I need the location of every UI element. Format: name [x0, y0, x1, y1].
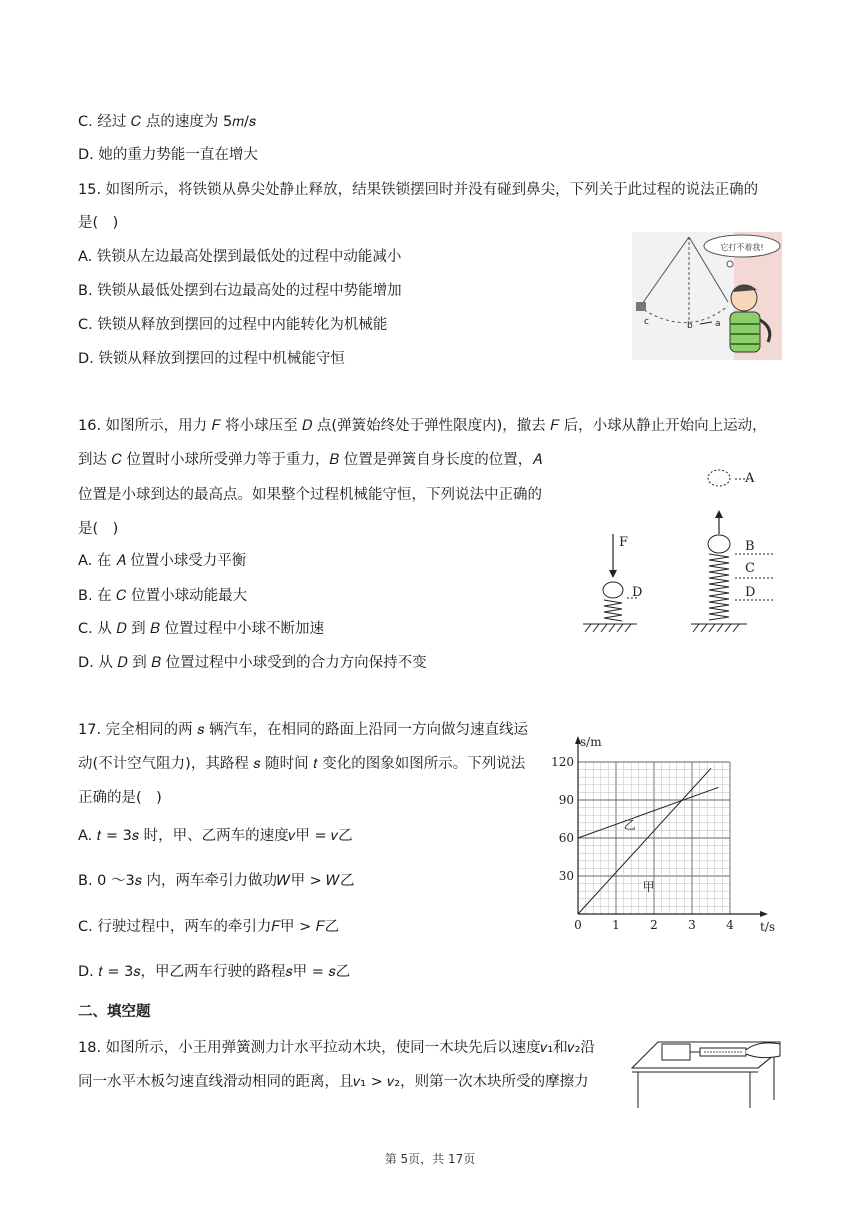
y-axis-label: s/m: [580, 735, 602, 749]
series-label-jia: 甲: [642, 880, 655, 895]
svg-text:c: c: [644, 317, 649, 327]
x-axis-label: t/s: [760, 920, 776, 934]
question-18-stem: 18. 如图所示，小王用弹簧测力计水平拉动木块，使同一木块先后以速度𝑣₁和𝑣₂沿: [78, 1040, 595, 1056]
question-17-stem-3: 正确的是( ): [78, 790, 162, 806]
right-ball: [708, 535, 730, 553]
lock-icon: [636, 302, 646, 311]
person-body: [730, 312, 760, 352]
question-16-stem-4: 是( ): [78, 521, 119, 537]
y-tick-label: 30: [558, 869, 574, 883]
x-tick-label: 1: [612, 918, 620, 932]
x-tick-label: 2: [650, 918, 658, 932]
option-c-q14: C. 经过 𝐶 点的速度为 5𝑚/𝑠: [78, 114, 256, 130]
option-d-q15: D. 铁锁从释放到摆回的过程中机械能守恒: [78, 351, 345, 367]
option-d-q14: D. 她的重力势能一直在增大: [78, 147, 258, 163]
y-tick-label: 90: [558, 793, 574, 807]
svg-text:B: B: [745, 539, 755, 554]
wood-block: [662, 1044, 690, 1060]
option-d-q16: D. 从 𝐷 到 𝐵 位置过程中小球受到的合力方向保持不变: [78, 655, 427, 671]
question-17-stem: 17. 完全相同的两 𝑠 辆汽车，在相同的路面上沿同一方向做匀速直线运: [78, 722, 529, 738]
pendulum-figure: [632, 232, 782, 360]
svg-text:F: F: [619, 535, 629, 550]
question-15-stem-cont: 是( ): [78, 215, 119, 231]
x-tick-label: 0: [574, 918, 582, 932]
svg-text:C: C: [745, 561, 755, 576]
question-16-stem: 16. 如图所示，用力 𝐹 将小球压至 𝐷 点(弹簧始终处于弹性限度内)，撤去 𝐹 后，小球从静止开始向上运动，: [78, 418, 767, 434]
question-18-stem-2: 同一水平木板匀速直线滑动相同的距离，且𝑣₁ > 𝑣₂，则第一次木块所受的摩擦力: [78, 1074, 589, 1090]
question-15-stem: 15. 如图所示，将铁锁从鼻尖处静止释放，结果铁锁摆回时并没有碰到鼻尖，下列关于此过程的说法正确的: [78, 182, 759, 198]
question-16-stem-3: 位置是小球到达的最高点。如果整个过程机械能守恒，下列说法中正确的: [78, 487, 542, 503]
table-figure: [630, 1030, 782, 1110]
svg-text:D: D: [745, 585, 756, 600]
x-axis-arrow: [760, 911, 768, 917]
svg-text:b: b: [687, 321, 693, 331]
y-tick-label: 120: [551, 755, 574, 769]
option-b-q16: B. 在 𝐶 位置小球动能最大: [78, 588, 248, 604]
option-b-q15: B. 铁锁从最低处摆到右边最高处的过程中势能增加: [78, 283, 402, 299]
speech-text: 它打不着我!: [720, 243, 764, 252]
option-c-q16: C. 从 𝐷 到 𝐵 位置过程中小球不断加速: [78, 621, 325, 637]
ball-position-a: [708, 470, 730, 486]
y-tick-label: 60: [558, 831, 574, 845]
option-a-q16: A. 在 𝐴 位置小球受力平衡: [78, 553, 247, 569]
svg-text:A: A: [745, 471, 755, 486]
option-a-q17: A. 𝑡 = 3𝑠 时，甲、乙两车的速度𝑣甲 = 𝑣乙: [78, 828, 353, 844]
section-heading: 二、填空题: [78, 1004, 151, 1020]
option-c-q17: C. 行驶过程中，两车的牵引力𝐹甲 > 𝐹乙: [78, 919, 340, 935]
question-16-stem-2: 到达 𝐶 位置时小球所受弹力等于重力，𝐵 位置是弹簧自身长度的位置，𝐴: [78, 452, 542, 468]
question-17-stem-2: 动(不计空气阻力)，其路程 𝑠 随时间 𝑡 变化的图象如图所示。下列说法: [78, 756, 526, 772]
option-a-q15: A. 铁锁从左边最高处摆到最低处的过程中动能减小: [78, 249, 402, 265]
x-tick-label: 3: [688, 918, 696, 932]
series-label-yi: 乙: [623, 818, 636, 833]
x-tick-label: 4: [726, 918, 734, 932]
page-footer: 第 5页，共 17页: [384, 1152, 476, 1166]
svg-text:a: a: [715, 319, 721, 329]
left-ball: [603, 582, 623, 598]
s-t-chart: [545, 722, 790, 937]
spring-figure: [575, 462, 775, 634]
option-b-q17: B. 0 ～3𝑠 内，两车牵引力做功𝑊甲 > 𝑊乙: [78, 873, 355, 889]
option-d-q17: D. 𝑡 = 3𝑠，甲乙两车行驶的路程𝑠甲 = 𝑠乙: [78, 964, 351, 980]
option-c-q15: C. 铁锁从释放到摆回的过程中内能转化为机械能: [78, 317, 388, 333]
svg-text:D: D: [632, 585, 643, 600]
